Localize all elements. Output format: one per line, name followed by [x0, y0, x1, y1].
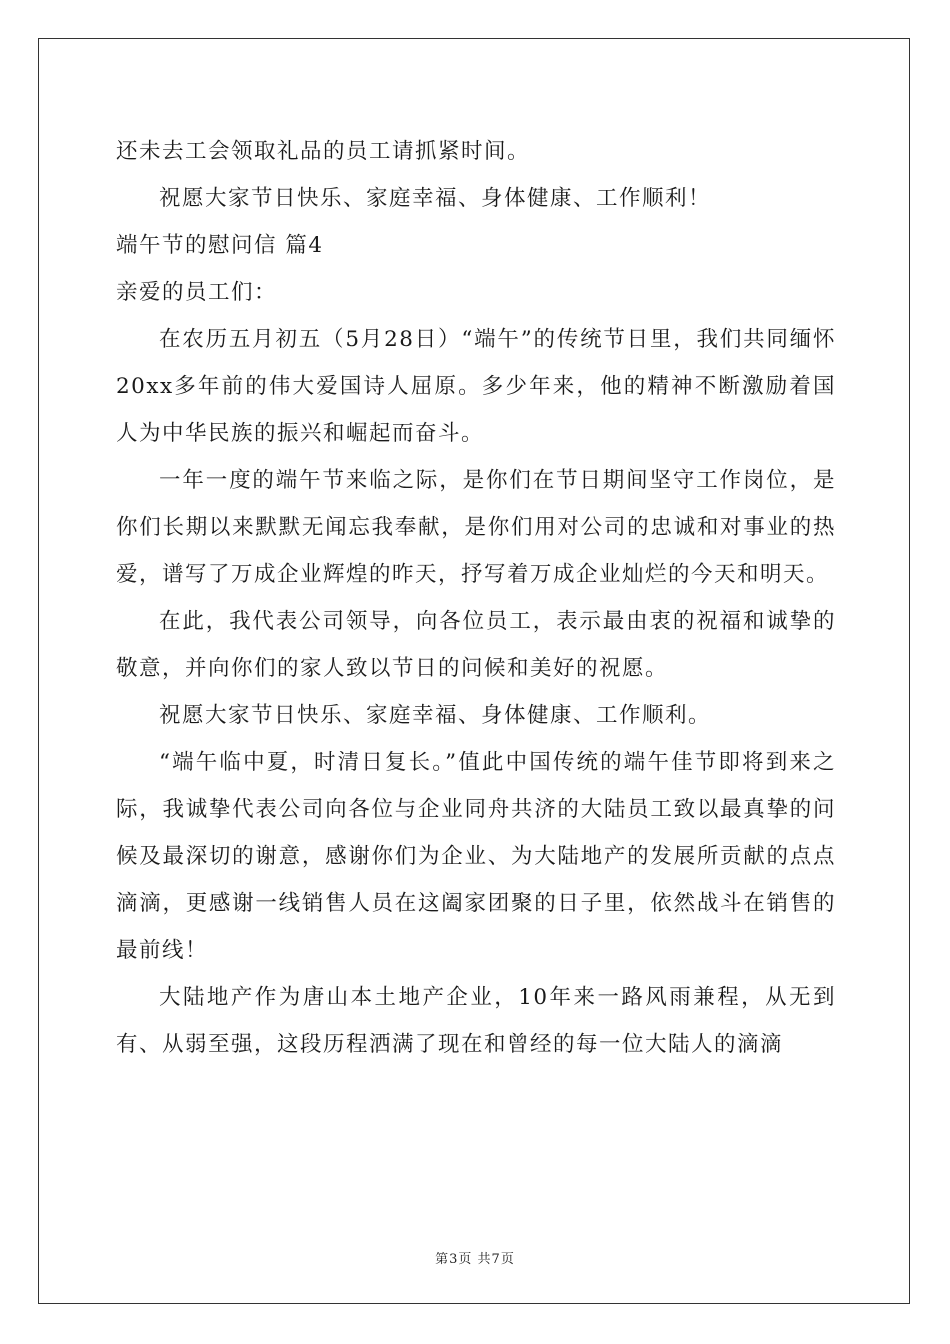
- paragraph: 在此，我代表公司领导，向各位员工，表示最由衷的祝福和诚挚的敬意，并向你们的家人致以节日的问候和美好的祝愿。: [116, 609, 836, 681]
- paragraph: 一年一度的端午节来临之际，是你们在节日期间坚守工作岗位，是你们长期以来默默无闻忘我奉献，是你们用对公司的忠诚和对事业的热爱，谱写了万成企业辉煌的昨天，抒写着万成企业灿烂的今天和明天。: [116, 468, 836, 587]
- text-line: 还未去工会领取礼品的员工请抓紧时间。: [116, 139, 531, 164]
- salutation: 亲爱的员工们：: [116, 280, 278, 305]
- paragraph: 祝愿大家节日快乐、家庭幸福、身体健康、工作顺利。: [159, 703, 712, 728]
- document-body: [116, 128, 836, 1068]
- paragraph: “端午临中夏，时清日复长。”值此中国传统的端午佳节即将到来之际，我诚挚代表公司向各位与企业同舟共济的大陆员工致以最真挚的问候及最深切的谢意，感谢你们为企业、为大陆地产的发展所贡献的点点滴滴，更感谢一线销售人员在这阖家团聚的日子里，依然战斗在销售的最前线！: [116, 750, 836, 963]
- text-line: 祝愿大家节日快乐、家庭幸福、身体健康、工作顺利！: [159, 186, 712, 211]
- paragraph: 大陆地产作为唐山本土地产企业，10年来一路风雨兼程，从无到有、从弱至强，这段历程洒满了现在和曾经的每一位大陆人的滴滴: [116, 985, 836, 1057]
- section-heading: 端午节的慰问信 篇4: [116, 233, 324, 258]
- paragraph: 在农历五月初五（5月28日）“端午”的传统节日里，我们共同缅怀20xx多年前的伟大爱国诗人屈原。多少年来，他的精神不断激励着国人为中华民族的振兴和崛起而奋斗。: [116, 327, 836, 446]
- page-number: 第3页 共7页: [435, 1252, 515, 1267]
